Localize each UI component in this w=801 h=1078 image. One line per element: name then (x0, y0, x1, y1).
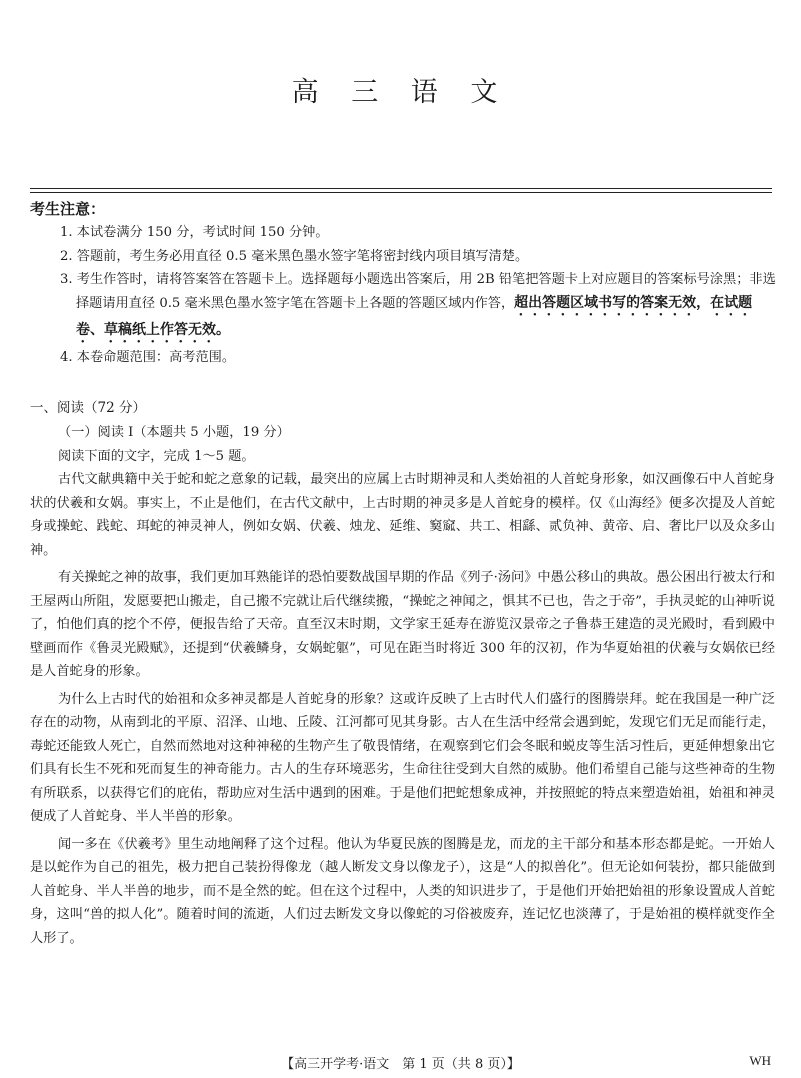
notice-item-3-text: 3. 考生作答时，请将答案答在答题卡上。选择题每小题选出答案后，用 2B 铅笔把答题卡上对应题目的答案标号涂黑；非选择题请用直径 0.5 毫米黑色墨水签字笔在答题卡上各题的答题区域内作答， (60, 272, 776, 311)
notice-item-4: 4. 本卷命题范围：高考范围。 (60, 349, 236, 365)
notice-item-3 (60, 268, 776, 346)
passage-paragraph-2: 有关操蛇之神的故事，我们更加耳熟能详的恐怕要数战国早期的作品《列子·汤问》中愚公移山的典故。愚公困出行被太行和王屋两山所阻，发愿要把山搬走，自己搬不完就让后代继续搬，“操蛇之神闻之，惧其不已也，告之于帝”，手执灵蛇的山神听说了，怕他们真的挖个不停，便报告给了天帝。直至汉末时期，文学家王延寿在游览汉景帝之子鲁恭王建造的灵光殿时，看到殿中壁画而作《鲁灵光殿赋》，还提到“伏羲鳞身，女娲蛇躯”，可见在距当时将近 300 年的汉初，作为华夏始祖的伏羲与女娲依已经是人首蛇身的形象。 (30, 570, 775, 679)
divider-line (30, 188, 772, 189)
notice-item-3-emphasis: 超出答题区域书写的答案无效，在试题卷、草稿纸上作答无效。 (76, 294, 753, 338)
reading-body (30, 421, 775, 954)
notice-list (60, 221, 776, 369)
subsection-heading: （一）阅读 Ⅰ（本题共 5 小题，19 分） (58, 425, 290, 440)
passage-paragraph-4: 闻一多在《伏羲考》里生动地阐释了这个过程。他认为华夏民族的图腾是龙，而龙的主干部分和基本形态都是蛇。一开始人是以蛇作为自己的祖先，极力把自己装扮得像龙（越人断发文身以像龙子），这是“人的拟兽化”。但无论如何装扮，都只能做到人首蛇身、半人半兽的地步，而不是全然的蛇。但在这个过程中，人类的知识进步了，于是他们开始把始祖的形象设置成人首蛇身，这叫“兽的拟人化”。随着时间的流逝，人们过去断发文身以像蛇的习俗被废弃，连记忆也淡薄了，于是始祖的模样就变作全人形了。 (30, 836, 775, 946)
page-title: 高 三 语 文 (291, 77, 510, 108)
page-footer: 【高三开学考·语文 第 1 页（共 8 页）】 (281, 1057, 520, 1072)
notice-heading: 考生注意： (30, 200, 106, 218)
divider-line (30, 192, 772, 193)
paper-code: WH (749, 1053, 771, 1068)
notice-item-2: 2. 答题前，考生务必用直径 0.5 毫米黑色墨水签字笔将密封线内项目填写清楚。 (60, 248, 529, 264)
passage-paragraph-1: 古代文献典籍中关于蛇和蛇之意象的记载，最突出的应属上古时期神灵和人类始祖的人首蛇身形象，如汉画像石中人首蛇身状的伏羲和女娲。事实上，不止是他们，在古代文献中，上古时期的神灵多是人首蛇身的模样。仅《山海经》便多次提及人首蛇身或操蛇、践蛇、珥蛇的神灵神人，例如女娲、伏羲、烛龙、延维、窫窳、共工、相繇、贰负神、黄帝、启、奢比尸以及众多山神。 (30, 472, 775, 558)
section-heading: 一、阅读（72 分） (30, 400, 146, 416)
notice-item-1: 1. 本试卷满分 150 分，考试时间 150 分钟。 (60, 225, 329, 240)
passage-paragraph-3: 为什么上古时代的始祖和众多神灵都是人首蛇身的形象？这或许反映了上古时代人们盛行的图腾崇拜。蛇在我国是一种广泛存在的动物，从南到北的平原、沼泽、山地、丘陵、江河都可见其身影。古人在生活中经常会遇到蛇，发现它们无足而能行走，毒蛇还能致人死亡，自然而然地对这种神秘的生物产生了敬畏情绪，在观察到它们会冬眠和蜕皮等生活习性后，更延伸想象出它们具有长生不死和死而复生的神奇能力。古人的生存环境恶劣，生命往往受到大自然的威胁。他们希望自己能与这些神奇的生物有所联系，以获得它们的庇佑，帮助应对生活中遇到的困难。于是他们把蛇想象成神，并按照蛇的特点来塑造始祖，始祖和神灵便成了人首蛇身、半人半兽的形象。 (30, 691, 775, 824)
instruction-text: 阅读下面的文字，完成 1～5 题。 (58, 448, 255, 464)
